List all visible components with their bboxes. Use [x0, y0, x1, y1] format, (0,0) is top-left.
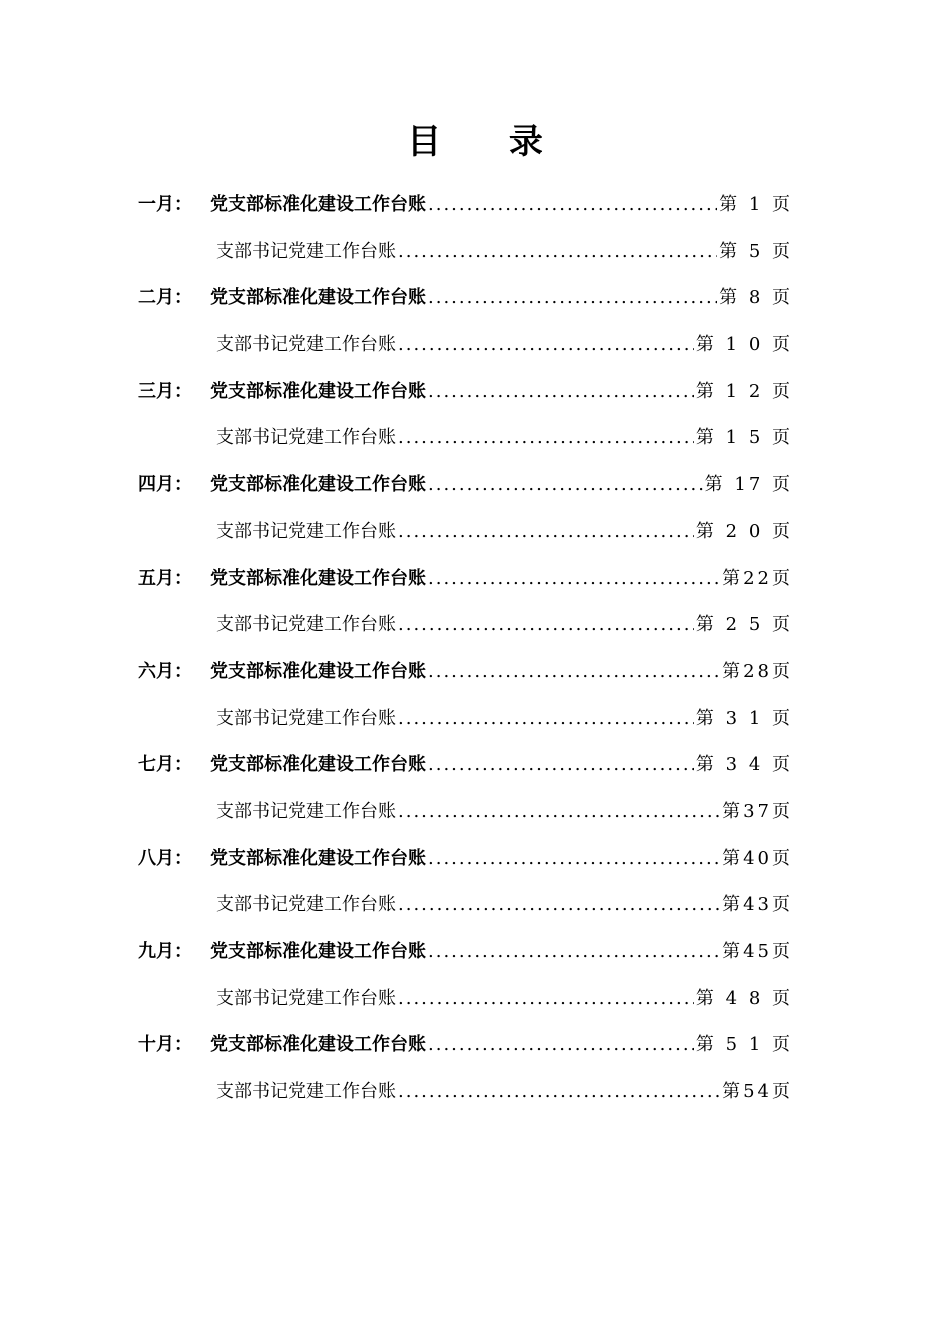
dot-leader	[398, 517, 694, 547]
page-number: 第 1 5 页	[695, 427, 793, 449]
month-label: 四月：	[138, 474, 192, 496]
entry-label: 党支部标准化建设工作台账	[210, 1034, 426, 1056]
page-number: 第 3 1 页	[695, 707, 793, 729]
entry-label: 党支部标准化建设工作台账	[210, 754, 426, 776]
entry-label: 支部书记党建工作台账	[216, 520, 396, 542]
entry-label: 支部书记党建工作台账	[216, 800, 396, 822]
page-title: 目 录	[407, 122, 571, 162]
page-number: 第 1 页	[719, 194, 793, 215]
dot-leader	[428, 190, 717, 220]
toc-row-oct-secretary[interactable]	[138, 1077, 793, 1124]
toc-row-may-secretary[interactable]	[138, 610, 793, 657]
dot-leader	[398, 423, 694, 453]
page-number: 第28页	[722, 660, 793, 682]
toc-row-aug-ledger[interactable]	[138, 844, 793, 891]
page-number: 第37页	[722, 800, 793, 822]
entry-label: 党支部标准化建设工作台账	[210, 287, 426, 309]
page-number: 第22页	[722, 567, 793, 589]
entry-label: 党支部标准化建设工作台账	[210, 380, 426, 402]
dot-leader	[398, 1077, 720, 1107]
month-label: 十月：	[138, 1034, 192, 1056]
entry-label: 支部书记党建工作台账	[216, 614, 396, 636]
dot-leader	[428, 1030, 694, 1060]
toc-row-feb-ledger[interactable]	[138, 283, 793, 330]
toc-row-mar-secretary[interactable]	[138, 423, 793, 470]
toc-row-feb-secretary[interactable]	[138, 330, 793, 377]
entry-label: 党支部标准化建设工作台账	[210, 474, 426, 496]
dot-leader	[398, 704, 694, 734]
page-number: 第 5 页	[719, 240, 793, 262]
toc-row-oct-ledger[interactable]	[138, 1030, 793, 1077]
month-label: 九月：	[138, 941, 192, 962]
entry-label: 支部书记党建工作台账	[216, 894, 396, 916]
month-label: 五月：	[138, 567, 192, 589]
month-label: 六月：	[138, 660, 192, 682]
dot-leader	[428, 470, 703, 500]
toc-row-jul-ledger[interactable]	[138, 750, 793, 797]
toc-row-jul-secretary[interactable]	[138, 797, 793, 844]
dot-leader	[398, 984, 694, 1014]
entry-label: 党支部标准化建设工作台账	[210, 567, 426, 589]
entry-label: 党支部标准化建设工作台账	[210, 941, 426, 962]
page-number: 第 5 1 页	[695, 1034, 793, 1056]
dot-leader	[398, 610, 694, 640]
dot-leader	[428, 937, 720, 967]
page-number: 第 1 2 页	[695, 380, 793, 402]
dot-leader	[398, 330, 694, 360]
dot-leader	[428, 283, 717, 313]
page-number: 第40页	[722, 847, 793, 869]
dot-leader	[398, 890, 720, 920]
entry-label: 党支部标准化建设工作台账	[210, 194, 426, 215]
dot-leader	[398, 237, 717, 267]
toc-row-may-ledger[interactable]	[138, 564, 793, 611]
entry-label: 支部书记党建工作台账	[216, 427, 396, 449]
entry-label: 支部书记党建工作台账	[216, 707, 396, 729]
month-label: 三月：	[138, 380, 192, 402]
month-label: 二月：	[138, 287, 192, 309]
toc-row-jan-ledger[interactable]	[138, 190, 793, 237]
table-of-contents	[138, 190, 793, 1124]
month-label: 一月：	[138, 194, 192, 215]
toc-row-sep-secretary[interactable]	[138, 984, 793, 1031]
entry-label: 支部书记党建工作台账	[216, 240, 396, 262]
dot-leader	[428, 377, 694, 407]
page-number: 第 17 页	[704, 474, 793, 496]
page-number: 第 1 0 页	[695, 334, 793, 356]
dot-leader	[428, 844, 720, 874]
toc-row-apr-ledger[interactable]	[138, 470, 793, 517]
toc-row-sep-ledger[interactable]	[138, 937, 793, 984]
dot-leader	[428, 750, 694, 780]
toc-row-aug-secretary[interactable]	[138, 890, 793, 937]
page-number: 第43页	[722, 894, 793, 916]
entry-label: 支部书记党建工作台账	[216, 1081, 396, 1103]
page-number: 第 2 0 页	[695, 520, 793, 542]
page-number: 第 3 4 页	[695, 754, 793, 776]
page-number: 第54页	[722, 1081, 793, 1103]
toc-row-jun-ledger[interactable]	[138, 657, 793, 704]
entry-label: 党支部标准化建设工作台账	[210, 847, 426, 869]
page-number: 第 2 5 页	[695, 614, 793, 636]
entry-label: 支部书记党建工作台账	[216, 334, 396, 356]
entry-label: 党支部标准化建设工作台账	[210, 660, 426, 682]
entry-label: 支部书记党建工作台账	[216, 987, 396, 1009]
month-label: 七月：	[138, 754, 192, 776]
toc-row-jun-secretary[interactable]	[138, 704, 793, 751]
dot-leader	[428, 657, 720, 687]
page-number: 第45页	[722, 941, 793, 962]
dot-leader	[398, 797, 720, 827]
toc-row-apr-secretary[interactable]	[138, 517, 793, 564]
toc-row-mar-ledger[interactable]	[138, 377, 793, 424]
toc-row-jan-secretary[interactable]	[138, 237, 793, 284]
dot-leader	[428, 564, 720, 594]
page-number: 第 4 8 页	[695, 987, 793, 1009]
month-label: 八月：	[138, 847, 192, 869]
page-number: 第 8 页	[719, 287, 793, 309]
